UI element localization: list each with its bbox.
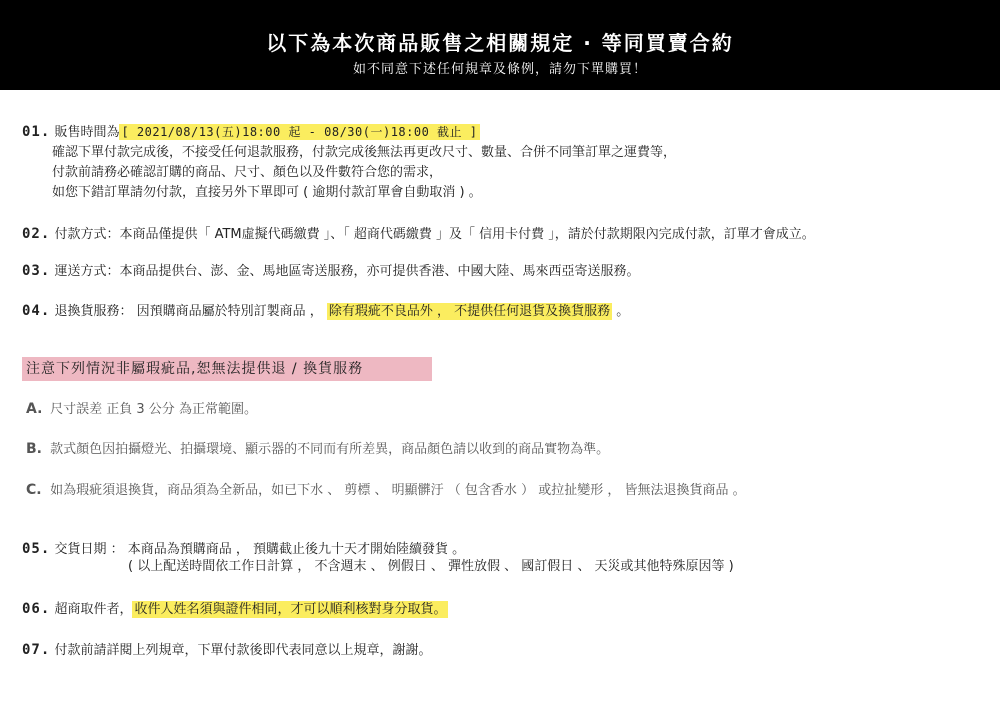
notice-item-a [26,400,257,419]
rule-text: 超商取件者， [54,602,133,617]
rule-01-line-3: 付款前請務必確認訂購的商品、尺寸、顏色以及件數符合您的需求， [52,165,443,180]
rule-label: 販售時間為 [54,125,120,140]
banner-title: 以下為本次商品販售之相關規定 · 等同買賣合約 [266,31,734,55]
header-banner [0,0,1000,90]
rule-number: 03. [22,263,51,279]
rule-number: 06. [22,601,51,617]
banner-subtitle: 如不同意下述任何規章及條例，請勿下單購買！ [352,62,647,77]
rule-suffix: 。 [612,304,630,319]
rule-05-line-2: ( 以上配送時間依工作日計算 ， 不含週末 、 例假日 、 彈性放假 、 國訂假日 、 天災或其他特殊原因等 ) [128,559,734,574]
item-letter: B. [26,441,42,457]
rule-text: 退換貨服務： 因預購商品屬於特別訂製商品 ， [54,304,323,319]
rule-06 [22,600,448,619]
rule-03 [22,262,639,281]
rule-07 [22,641,431,660]
rule-01-line-4: 如您下錯訂單請勿付款，直接另外下單即可 ( 逾期付款訂單會自動取消 ) 。 [52,185,482,200]
rule-number: 01. [22,124,51,140]
notice-item-c [26,481,746,500]
rule-text: 運送方式：本商品提供台、澎、金、馬地區寄送服務，亦可提供香港、中國大陸、馬來西亞寄送服務。 [54,264,640,279]
item-letter: A. [26,401,43,417]
rule-text: 付款前請詳閱上列規章，下單付款後即代表同意以上規章，謝謝。 [54,643,432,658]
sale-period-highlight: [ 2021/08/13(五)18:00 起 - 08/30(一)18:00 截止 ] [121,125,478,139]
item-letter: C. [26,482,42,498]
item-text: 如為瑕疵須退換貨，商品須為全新品，如已下水 、 剪標 、 明顯髒汙 （ 包含香水 ） 或拉扯變形 ， 皆無法退換貨商品 。 [50,483,746,498]
rule-02 [22,225,815,244]
notice-header: 注意下列情況非屬瑕疵品,恕無法提供退 / 換貨服務 [26,361,364,377]
rule-text: 付款方式：本商品僅提供「 ATM虛擬代碼繳費 」、「 超商代碼繳費 」及「 信用卡付費 」，請於付款期限內完成付款，訂單才會成立。 [54,227,815,242]
rule-04 [22,302,629,321]
rule-number: 07. [22,642,51,658]
rule-number: 02. [22,226,51,242]
no-return-highlight: 除有瑕疵不良品外 ， 不提供任何退貨及換貨服務 [328,304,611,319]
rule-number: 04. [22,303,51,319]
rule-number: 05. [22,541,51,557]
rule-01-line-2: 確認下單付款完成後，不接受任何退款服務，付款完成後無法再更改尺寸、數量、合併不同筆訂單之運費等， [52,145,677,160]
item-text: 尺寸誤差 正負 3 公分 為正常範圍。 [50,402,257,417]
rule-text: 交貨日期 ： 本商品為預購商品 ， 預購截止後九十天才開始陸續發貨 。 [54,542,466,557]
pickup-id-highlight: 收件人姓名須與證件相同，才可以順利核對身分取貨。 [134,602,447,617]
notice-item-b [26,440,609,459]
rule-01 [22,123,480,142]
item-text: 款式顏色因拍攝燈光、拍攝環境、顯示器的不同而有所差異，商品顏色請以收到的商品實物為準。 [50,442,610,457]
